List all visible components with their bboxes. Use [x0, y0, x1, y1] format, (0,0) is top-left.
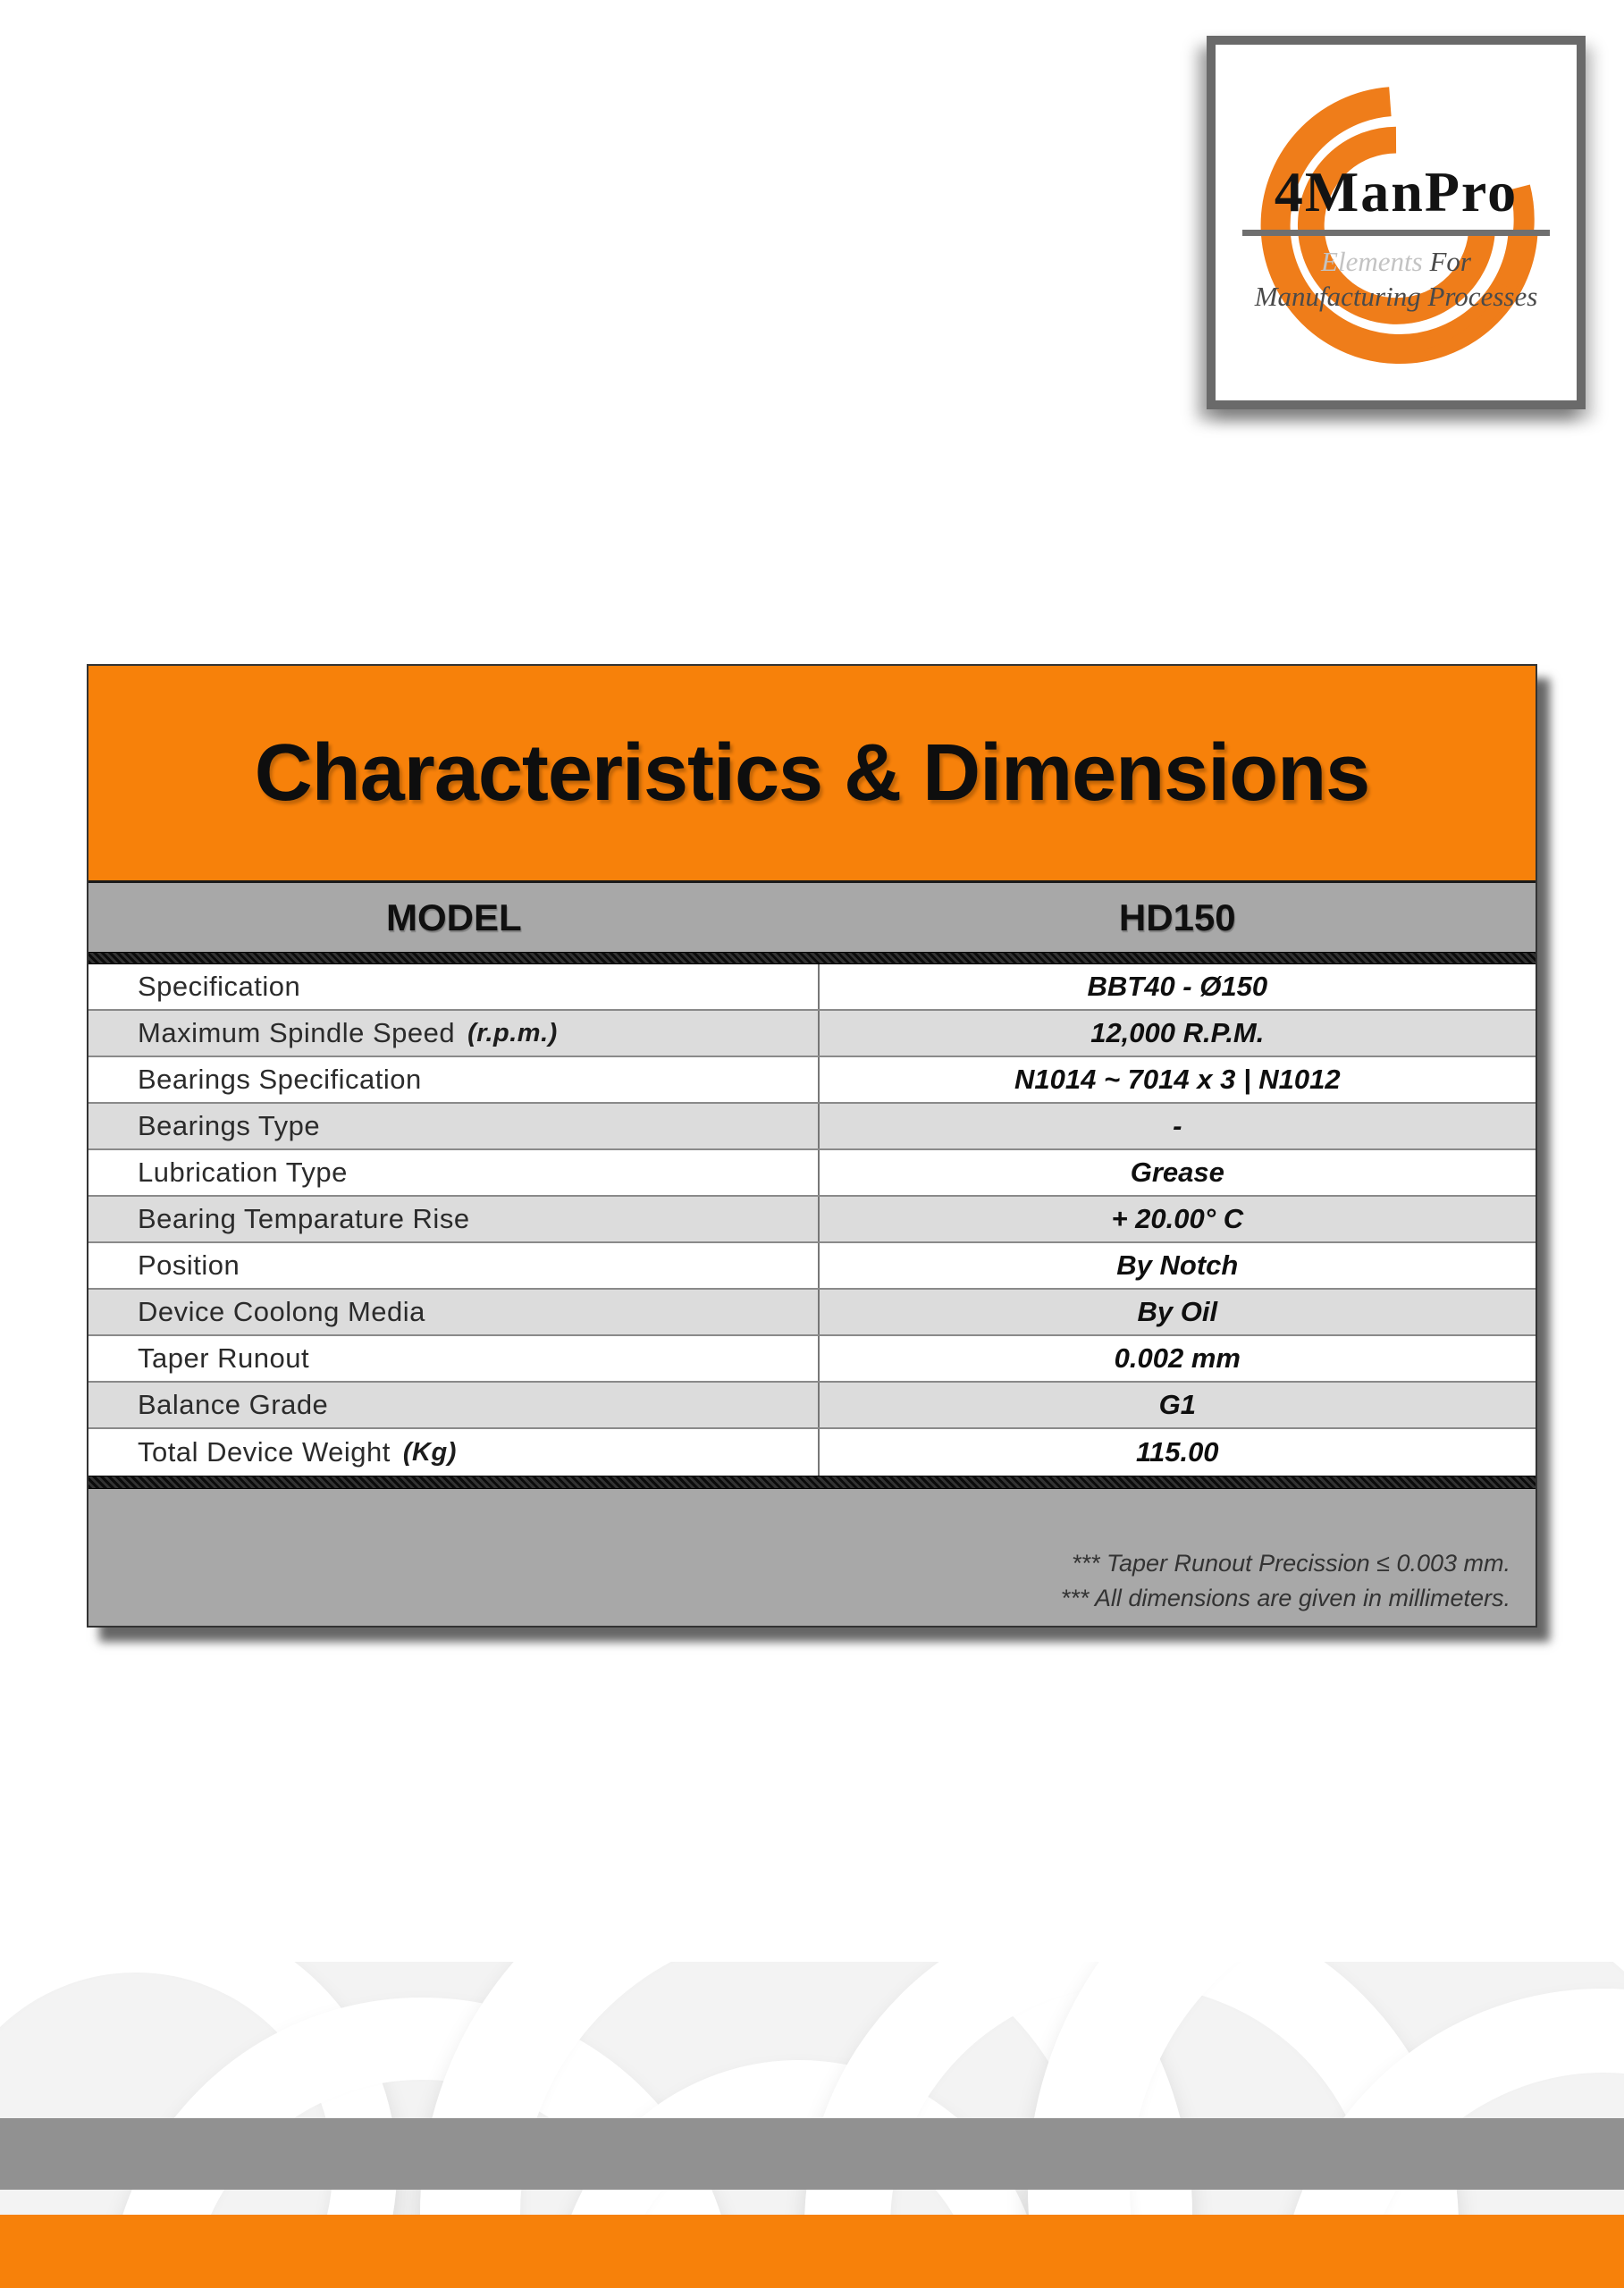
table-row	[88, 1104, 1536, 1150]
row-label: Lubrication Type	[88, 1150, 820, 1195]
row-value: Grease	[1130, 1157, 1224, 1188]
row-label: Bearings Type	[88, 1104, 820, 1148]
row-value: 115.00	[1136, 1436, 1219, 1468]
title-banner	[88, 666, 1536, 880]
hatch-divider-top	[88, 952, 1536, 964]
row-value: 12,000 R.P.M.	[1090, 1017, 1265, 1048]
row-value: -	[1173, 1110, 1182, 1141]
tagline-word-elements: Elements	[1321, 245, 1423, 277]
row-label: Balance Grade	[88, 1383, 820, 1427]
row-value: BBT40 - Ø150	[1087, 971, 1268, 1002]
model-value: HD150	[1118, 896, 1236, 938]
table-row	[88, 1197, 1536, 1243]
row-label: Bearings Specification	[88, 1057, 820, 1102]
brand-rule	[1242, 230, 1550, 236]
table-header-row	[88, 880, 1536, 952]
spec-table	[88, 964, 1536, 1476]
table-row	[88, 1243, 1536, 1290]
row-value: By Oil	[1137, 1296, 1218, 1327]
row-label: Specification	[88, 964, 820, 1009]
table-row	[88, 1150, 1536, 1197]
row-label: Bearing Temparature Rise	[88, 1197, 820, 1241]
table-row	[88, 1383, 1536, 1429]
row-value: 0.002 mm	[1114, 1342, 1241, 1374]
row-label: Taper Runout	[88, 1336, 820, 1381]
table-row	[88, 1011, 1536, 1057]
row-label: Maximum Spindle Speed (r.p.m.)	[88, 1011, 820, 1056]
table-row	[88, 1336, 1536, 1383]
company-logo	[1207, 36, 1586, 409]
row-label: Total Device Weight (Kg)	[88, 1429, 820, 1476]
footnotes	[1061, 1546, 1510, 1615]
footer-orange-band	[0, 2215, 1624, 2288]
brand-tagline	[1255, 245, 1538, 315]
row-value: + 20.00° C	[1111, 1203, 1244, 1234]
table-row	[88, 1290, 1536, 1336]
row-label: Position	[88, 1243, 820, 1288]
footer-gray-band	[0, 2118, 1624, 2190]
page-title: Characteristics & Dimensions	[254, 728, 1370, 818]
spec-card	[87, 664, 1537, 1628]
card-footer	[88, 1489, 1536, 1626]
row-value: By Notch	[1116, 1249, 1239, 1281]
footnote-taper-runout: *** Taper Runout Precission ≤ 0.003 mm.	[1071, 1550, 1510, 1577]
tagline-word-for: For	[1429, 245, 1471, 277]
footnote-dimensions: *** All dimensions are given in millimeters.	[1060, 1584, 1510, 1611]
model-label: MODEL	[385, 896, 522, 938]
table-row	[88, 964, 1536, 1011]
table-row	[88, 1057, 1536, 1104]
table-row	[88, 1429, 1536, 1476]
brand-name: 4ManPro	[1274, 159, 1519, 223]
hatch-divider-bottom	[88, 1476, 1536, 1489]
row-value: G1	[1158, 1389, 1196, 1420]
tagline-line2: Manufacturing Processes	[1254, 280, 1538, 312]
row-value: N1014 ~ 7014 x 3 | N1012	[1014, 1064, 1341, 1095]
row-label: Device Coolong Media	[88, 1290, 820, 1334]
